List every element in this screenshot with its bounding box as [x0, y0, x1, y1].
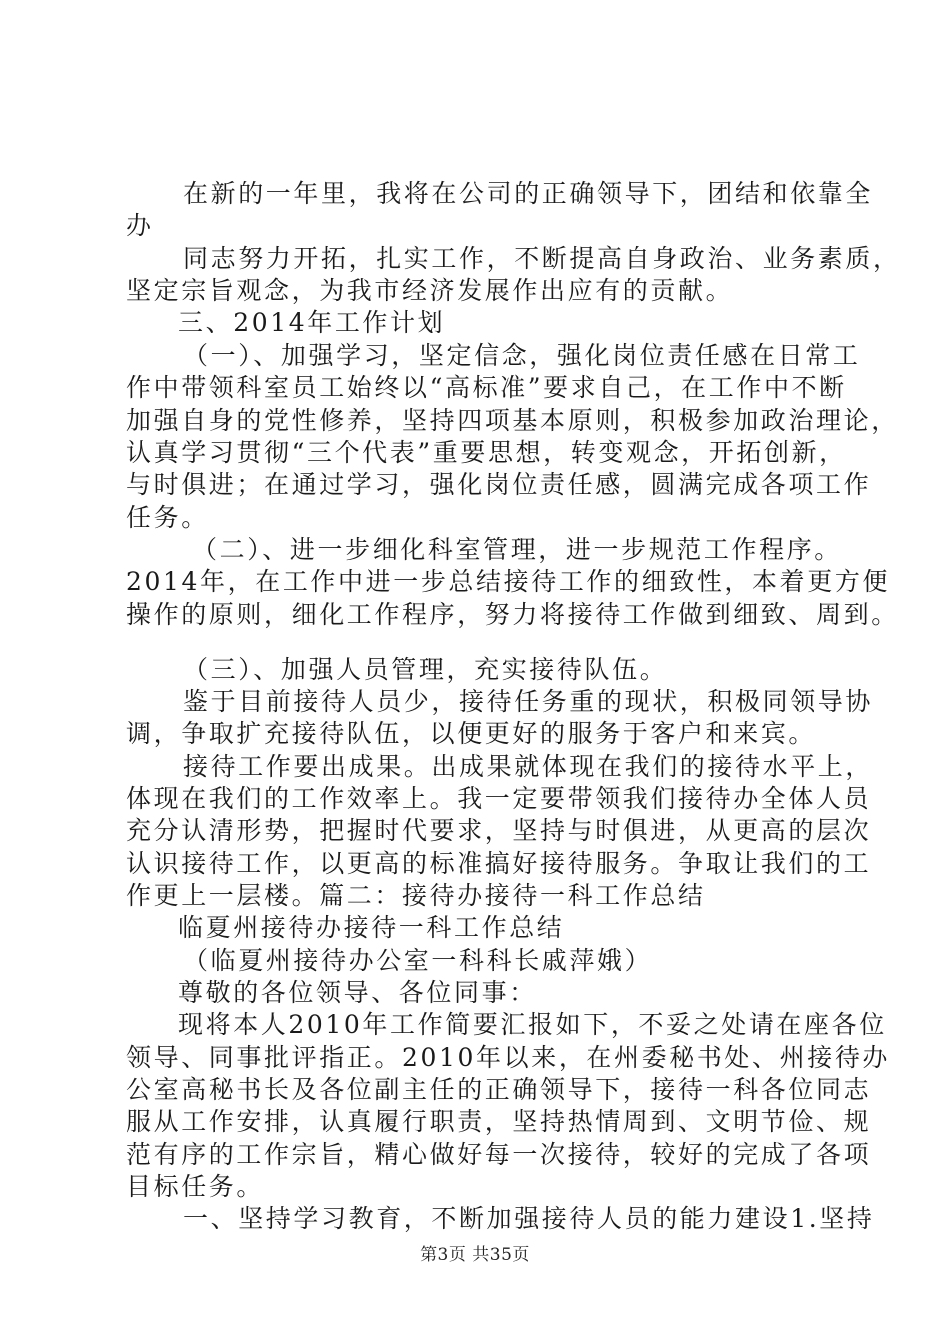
- text-line: 领导、同事批评指正。2010年以来，在州委秘书处、州接待办: [126, 1043, 891, 1072]
- text-line: 在新的一年里，我将在公司的正确领导下，团结和依靠全: [183, 179, 874, 208]
- text-line: 与时俱进；在通过学习，强化岗位责任感，圆满完成各项工作: [126, 470, 872, 499]
- text-line: 体现在我们的工作效率上。我一定要带领我们接待办全体人员: [126, 784, 872, 813]
- text-line: 任务。: [126, 503, 209, 532]
- text-line: 现将本人2010年工作简要汇报如下，不妥之处请在座各位: [178, 1010, 887, 1039]
- text-line: 认识接待工作，以更高的标准搞好接待服务。争取让我们的工: [126, 849, 872, 878]
- text-line: 鉴于目前接待人员少，接待任务重的现状，积极同领导协: [183, 687, 874, 716]
- text-line: （一）、加强学习，坚定信念，强化岗位责任感在日常工: [183, 341, 861, 370]
- text-line: 加强自身的党性修养，坚持四项基本原则，积极参加政治理论，: [126, 406, 899, 435]
- text-line: 2014年，在工作中进一步总结接待工作的细致性，本着更方便: [126, 567, 891, 596]
- text-line: 作更上一层楼。篇二：接待办接待一科工作总结: [126, 881, 706, 910]
- text-line: （二）、进一步细化科室管理，进一步规范工作程序。: [192, 535, 842, 564]
- text-line: 目标任务。: [126, 1172, 265, 1201]
- text-line: 范有序的工作宗旨，精心做好每一次接待，较好的完成了各项: [126, 1140, 872, 1169]
- text-line: 充分认清形势，把握时代要求，坚持与时俱进，从更高的层次: [126, 816, 872, 845]
- text-line: 同志努力开拓，扎实工作，不断提高自身政治、业务素质，: [183, 244, 901, 273]
- text-line: 接待工作要出成果。出成果就体现在我们的接待水平上，: [183, 752, 874, 781]
- text-line: 认真学习贯彻“三个代表”重要思想，转变观念，开拓创新，: [126, 438, 847, 467]
- page-footer: 第3页 共35页: [420, 1245, 530, 1265]
- section-heading: 三、2014年工作计划: [178, 308, 446, 337]
- text-line: （三）、加强人员管理，充实接待队伍。: [183, 655, 668, 684]
- text-line: 作中带领科室员工始终以“高标准”要求自己，在工作中不断: [126, 373, 847, 402]
- text-line: 办: [126, 211, 154, 240]
- text-line: 调，争取扩充接待队伍，以便更好的服务于客户和来宾。: [126, 719, 817, 748]
- article-title: 临夏州接待办接待一科工作总结: [178, 913, 565, 942]
- article-byline: （临夏州接待办公室一科科长戚萍娥）: [183, 946, 653, 975]
- text-line: 操作的原则，细化工作程序，努力将接待工作做到细致、周到。: [126, 600, 899, 629]
- text-line: 公室高秘书长及各位副主任的正确领导下，接待一科各位同志: [126, 1075, 872, 1104]
- text-line: 坚定宗旨观念，为我市经济发展作出应有的贡献。: [126, 276, 734, 305]
- salutation: 尊敬的各位领导、各位同事：: [178, 978, 537, 1007]
- text-line: 一、坚持学习教育，不断加强接待人员的能力建设1.坚持: [183, 1204, 875, 1233]
- text-line: 服从工作安排，认真履行职责，坚持热情周到、文明节俭、规: [126, 1107, 872, 1136]
